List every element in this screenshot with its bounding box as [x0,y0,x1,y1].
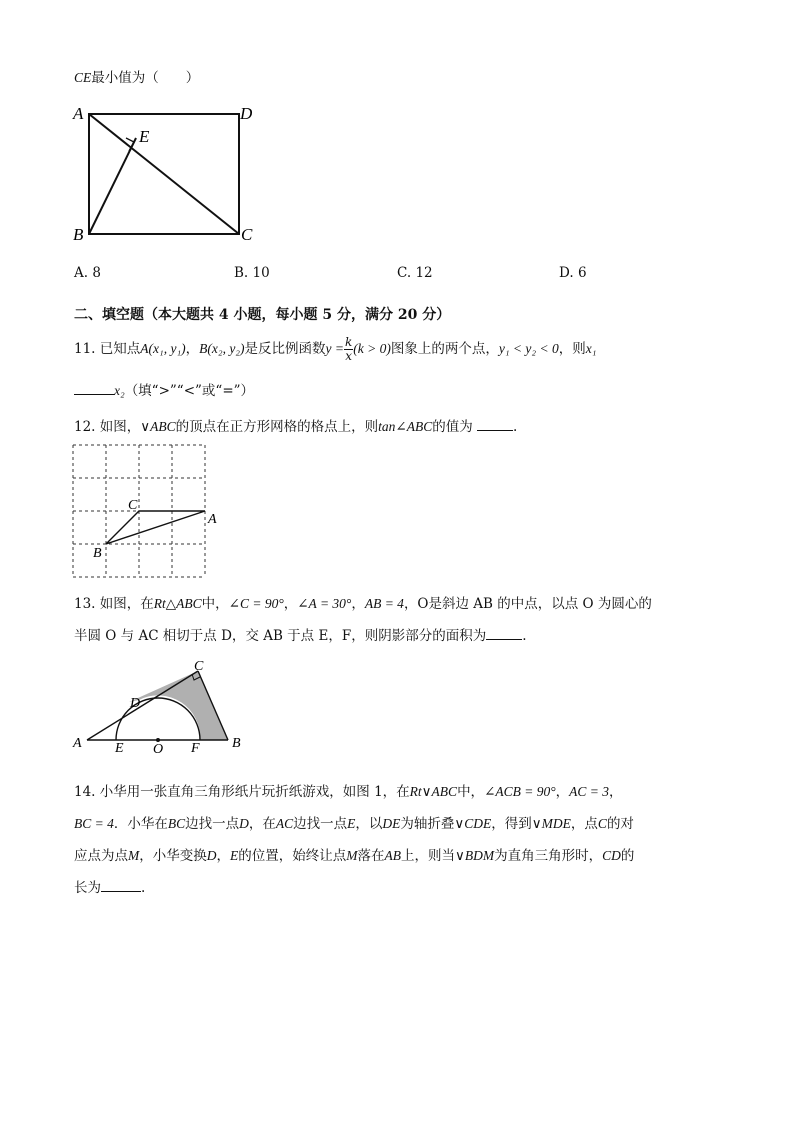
q12-number: 12. [74,419,96,435]
q13-semicircle-figure [60,655,260,755]
q12-tan: tan∠ABC [378,419,433,434]
q12-grid-figure [60,440,240,582]
q14-line3 [74,844,634,864]
label-e: E [115,741,124,756]
q14-rt: Rt∨ABC [409,784,458,799]
q14-ac: AC = 3 [569,784,610,799]
q11-frac-num: k [344,335,353,349]
q14-var: AC [275,816,294,831]
q14-text: 的 [620,848,635,864]
label-c: C [194,659,204,674]
q14-text: 落在 [357,848,385,864]
q13-number: 13. [74,596,96,612]
q13-text-c: ，O是斜边 AB 的中点，以点 O 为圆心的 [403,596,652,612]
option-letter: A. [74,265,89,281]
q14-text: 小华用一张直角三角形纸片玩折纸游戏，如图 1，在 [99,784,410,800]
q14-var: DE [382,816,401,831]
q10-option-b[interactable] [234,265,270,281]
q10-rectangle-figure [60,100,270,250]
q11-cond: (k > 0) [353,341,391,356]
q14-var: E [230,848,239,863]
q14-line2 [74,812,634,832]
option-value: 6 [577,265,587,281]
q10-stem-text: 最小值为（ ） [91,70,200,86]
q12-text-a: 如图， [99,419,141,435]
q11-frac-den: x [345,349,353,363]
q10-option-a[interactable] [74,265,101,281]
q11-text-b: 是反比例函数 [244,341,326,357]
q14-angle: ∠ACB = 90° [484,784,556,799]
q11-point-a: A(x₁, y₁) [140,341,186,356]
q11-text-d: ，则 [558,341,586,357]
label-d: D [130,696,141,711]
option-value: 12 [415,265,433,281]
label-f: F [191,741,200,756]
q11-x1: x₁ [585,341,597,356]
q14-text: ，点 [570,816,598,832]
option-letter: D. [559,265,574,281]
label-a: A [73,736,82,751]
label-e: E [139,127,150,146]
q13-angle-c: ∠C = 90° [228,596,284,611]
q14-text: 中， [457,784,485,800]
q14-var: BC [167,816,186,831]
q12-line [74,415,517,435]
q11-text-fill: （填“>”“<”或“=”） [124,383,255,399]
q10-stem [74,66,199,86]
q11-number: 11. [74,341,96,357]
label-o: O [153,742,164,757]
q14-line4 [74,876,145,896]
option-letter: B. [234,265,249,281]
q14-answer-blank[interactable] [101,877,141,892]
q14-var: E [347,816,356,831]
label-c: C [241,225,253,244]
q13-rt: Rt△ABC [153,596,202,611]
triangle-abc [106,511,205,544]
q13-line1: 13. 如图，在Rt△ABC中，∠C = 90°，∠A = 30°，AB = 4，O是斜边 AB 的中点，以点 O 为圆心的 [74,596,652,612]
q11-line1 [74,336,596,363]
q14-var: D [239,816,249,831]
q14-var: AB [384,848,401,863]
q14-text: ，以 [355,816,383,832]
q14-text: ， [609,784,623,800]
q14-text: ，小华变换 [139,848,207,864]
q14-text: 的位置，始终让点 [238,848,347,864]
diagonal-ac [89,114,239,234]
q11-text-c: 图象上的两个点， [390,341,499,357]
q10-option-c[interactable] [397,265,433,281]
q14-line1: 14. 小华用一张直角三角形纸片玩折纸游戏，如图 1，在Rt∨ABC中，∠ACB = 90°，AC = 3， [74,784,623,800]
q14-var: ∨BDM [455,848,495,863]
q14-var: M [128,848,140,863]
q13-ab: AB = 4 [364,596,404,611]
option-value: 8 [92,265,101,281]
q14-text: 为直角三角形时， [494,848,603,864]
q14-text: 上，则当 [401,848,455,864]
q12-end: . [513,419,518,435]
label-b: B [232,736,241,751]
q11-line2 [74,379,254,399]
q10-option-d[interactable] [559,265,587,281]
label-a: A [73,104,84,123]
label-b: B [93,546,102,561]
q14-text: ， [216,848,230,864]
q14-var: C [597,816,607,831]
q14-end: . [141,880,146,896]
q12-answer-blank[interactable] [477,416,513,431]
q14-bc: BC = 4 [74,816,114,831]
q14-text: ．小华在 [113,816,168,832]
q14-number: 14. [74,784,96,800]
label-c: C [128,498,138,513]
q12-text-c: 的值为 [432,419,473,435]
q14-text: 边找一点 [293,816,348,832]
q13-answer-blank[interactable] [486,625,522,640]
q12-triangle: ∨ABC [140,419,176,434]
q11-answer-blank[interactable] [74,380,114,395]
q13-angle-a: ∠A = 30° [297,596,352,611]
option-letter: C. [397,265,412,281]
label-b: B [73,225,84,244]
label-a: A [208,512,217,527]
q11-x2: x₂ [114,383,125,398]
q14-var: CD [602,848,621,863]
label-d: D [240,104,253,123]
q11-comma: ， [185,341,200,357]
q14-text: ，在 [248,816,276,832]
q13-end: . [522,628,527,644]
q11-point-b: B(x₂, y₂) [199,341,245,356]
q14-var: D [206,848,217,863]
q14-var: ∨MDE [531,816,571,831]
q14-text: 长为 [74,880,101,896]
q13-text-b: 中， [201,596,229,612]
q11-text-a: 已知点 [99,341,141,357]
option-value: 10 [252,265,270,281]
q10-stem-var: CE [74,70,92,85]
q13-text-a: 如图，在 [99,596,154,612]
q11-func-y: y = [325,341,344,356]
q12-text-b: 的顶点在正方形网格的格点上，则 [175,419,379,435]
q14-var: M [346,848,358,863]
q11-fraction [344,336,353,363]
q14-text: 应点为点 [74,848,128,864]
section-heading: 二、填空题（本大题共 4 小题，每小题 5 分，满分 20 分） [74,307,451,323]
q14-text: 为轴折叠 [400,816,455,832]
q14-var: ∨CDE [454,816,492,831]
segment-be [89,138,136,234]
q13-text-d: 半圆 O 与 AC 相切于点 D，交 AB 于点 E，F，则阴影部分的面积为 [74,628,487,644]
q14-text: 的对 [606,816,634,832]
q11-ineq: y₁ < y₂ < 0 [498,341,559,356]
q13-line2 [74,624,527,644]
q14-text: ，得到 [491,816,532,832]
q14-text: 边找一点 [185,816,240,832]
